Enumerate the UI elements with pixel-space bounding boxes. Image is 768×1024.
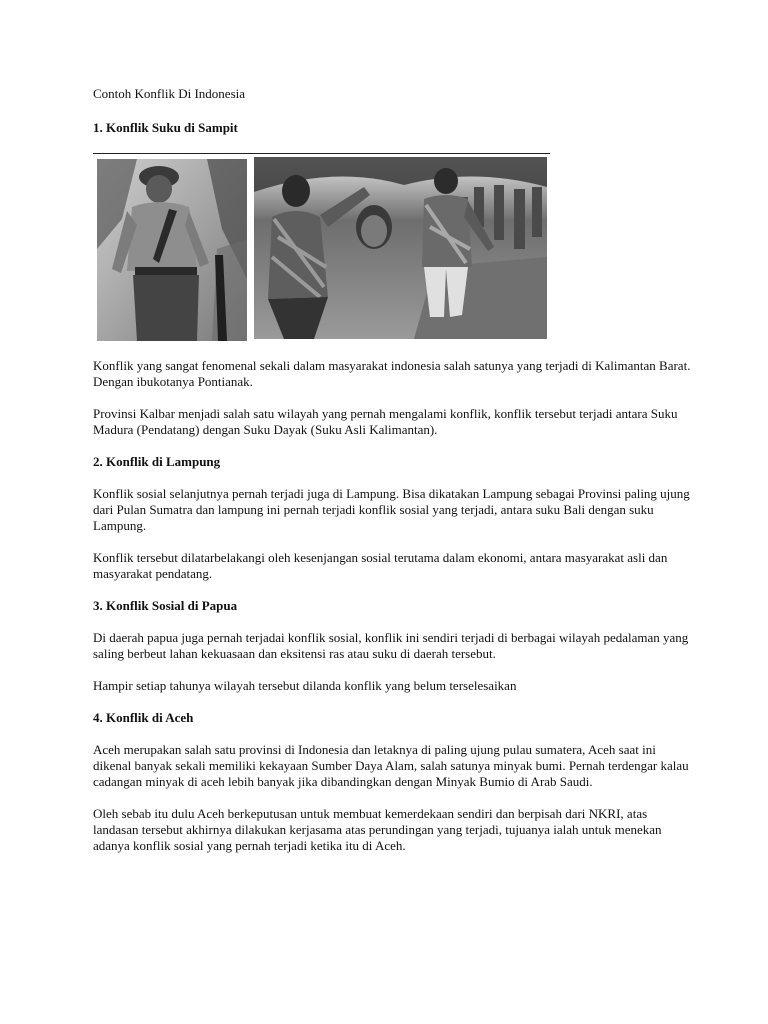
section-heading-papua: 3. Konflik Sosial di Papua xyxy=(93,598,238,613)
paragraph-sampit-1: Konflik yang sangat fenomenal sekali dalam masyarakat indonesia salah satunya yang terjadi di Kalimantan Barat. Dengan ibukotanya Pontianak. xyxy=(93,358,691,389)
document-content xyxy=(93,86,693,854)
section-heading-aceh: 4. Konflik di Aceh xyxy=(93,710,194,725)
paragraph-aceh-2: Oleh sebab itu dulu Aceh berkeputusan untuk membuat kemerdekaan sendiri dan berpisah dari NKRI, atas landasan tersebut akhirnya dilakukan kerjasama atas perundingan yang terjadi, tujuanya ialah untuk menekan adanya konflik sosial yang pernah terjadi ketika itu di Aceh. xyxy=(93,806,662,853)
paragraph-sampit-2: Provinsi Kalbar menjadi salah satu wilayah yang pernah mengalami konflik, konflik tersebut terjadi antara Suku Madura (Pendatang) dengan Suku Dayak (Suku Asli Kalimantan). xyxy=(93,406,678,437)
document-title: Contoh Konflik Di Indonesia xyxy=(93,86,246,101)
section-heading-sampit: 1. Konflik Suku di Sampit xyxy=(93,120,238,135)
paragraph-papua-1: Di daerah papua juga pernah terjadai konflik sosial, konflik ini sendiri terjadi di berbagai wilayah pedalaman yang saling berbeut lahan kekuasaan dan eksitensi ras atau suku di daerah tersebut. xyxy=(93,630,689,661)
paragraph-aceh-1: Aceh merupakan salah satu provinsi di Indonesia dan letaknya di paling ujung pulau sumatera, Aceh saat ini dikenal banyak sekali memiliki kekayaan Sumber Daya Alam, salah satunya minyak bumi. Pernah terdengar kalau cadangan minyak di aceh lebih banyak jika dibandingkan dengan Minyak Bumio di Arab Saudi. xyxy=(93,742,689,789)
section-heading-lampung: 2. Konflik di Lampung xyxy=(93,454,221,469)
paragraph-lampung-1: Konflik sosial selanjutnya pernah terjadi juga di Lampung. Bisa dikatakan Lampung sebagai Provinsi paling ujung dari Pulan Sumatra dan lampung ini pernah terjadi konflik sosial yang terjadi, antara suku Bali dengan suku Lampung. xyxy=(93,486,690,533)
paragraph-papua-2: Hampir setiap tahunya wilayah tersebut dilanda konflik yang belum terselesaikan xyxy=(93,678,517,693)
paragraph-lampung-2: Konflik tersebut dilatarbelakangi oleh kesenjangan sosial terutama dalam ekonomi, antara masyarakat asli dan masyarakat pendatang. xyxy=(93,550,668,581)
